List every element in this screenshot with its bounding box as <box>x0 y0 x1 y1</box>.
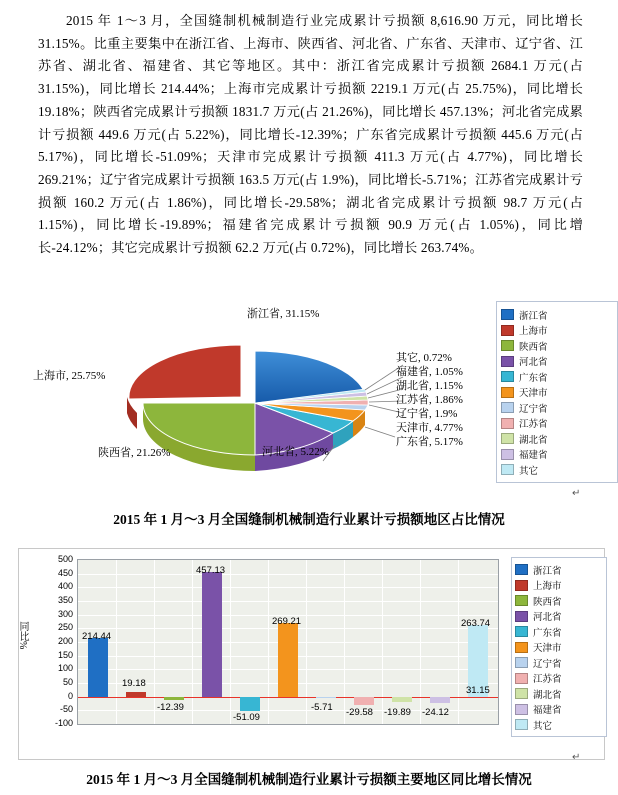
legend-label-hebei: 河北省 <box>519 357 548 368</box>
bar-legend-item-hubei <box>515 687 603 701</box>
pie-label-liaoning: 辽宁省, 1.9% <box>396 408 458 420</box>
bar-legend-label-guangdong: 广东省 <box>533 627 562 639</box>
ytick-450: 450 <box>57 567 73 578</box>
bar-value-fujian: -24.12 <box>422 707 449 718</box>
pie-label-zhejiang: 浙江省, 31.15% <box>247 308 320 320</box>
pie-legend-item-hebei <box>501 354 613 368</box>
legend-swatch-shanghai-bar <box>515 580 528 591</box>
paragraph-mark-1: ↵ <box>572 488 581 499</box>
legend-label-guangdong: 广东省 <box>519 372 548 384</box>
pie-label-hubei: 湖北省, 1.15% <box>396 380 463 392</box>
bar-legend-label-fujian: 福建省 <box>533 705 562 716</box>
ytick-250: 250 <box>57 622 73 633</box>
bar-value-other: 263.74 <box>461 618 491 629</box>
bar-fujian <box>430 697 450 704</box>
bar-legend-item-tianjin <box>515 640 603 654</box>
bar-annotation-31-15: 31.15 <box>466 685 490 696</box>
legend-label-hubei: 湖北省 <box>519 434 548 446</box>
pie-legend-item-hubei <box>501 432 613 446</box>
paragraph-text: 2015 年 1～3 月，全国缝制机械制造行业完成累计亏损额 8,616.90 万元，同比增长 31.15%。比重主要集中在浙江省、上海市、陕西省、河北省、广东省、天津市、辽宁省、江苏省、湖北省、福建省、其它等地区。其中：浙江省完成累计亏损额 2684.1 万元(占 31.15%)，同比增长 214.44%；上海市完成累计亏损额 2219.1 万元(占 25.75%)，同比增长 19.18%；陕西省完成累计亏损额 1831.7 万元(占 21.26%)，同比增长 457.13%；河北省完成累计亏损额 449.6 万元(占 5.22%)，同比增长-12.39%；广东省完成累计亏损额 445.6 万元(占 5.17%)，同比增长-51.09%；天津市完成累计亏损额 411.3 万元(占 4.77%)，同比增长 269.21%；辽宁省完成累计亏损额 163.5 万元(占 1.9%)，同比增长-5.71%；江苏省完成累计亏损额 160.2 万元(占 1.86%)，同比增长-29.58%；湖北省完成累计亏损额 98.7 万元(占 1.15%)，同比增长-19.89%；福建省完成累计亏损额 90.9 万元(占 1.05%)，同比增长-24.12%；其它完成累计亏损额 62.2 万元(占 0.72%)，同比增长 263.74%。 <box>38 13 583 256</box>
bar-legend-label-tianjin: 天津市 <box>533 643 562 654</box>
legend-swatch-fujian-bar <box>515 704 528 715</box>
legend-label-tianjin: 天津市 <box>519 388 548 399</box>
bar-hubei <box>392 697 412 702</box>
bar-legend-item-fujian <box>515 702 603 716</box>
legend-label-liaoning: 辽宁省 <box>519 403 548 415</box>
legend-label-zhejiang: 浙江省 <box>519 310 548 322</box>
ytick-neg50: -50 <box>59 704 73 715</box>
bar-legend-item-other <box>515 718 603 732</box>
pie-legend-item-shanghai <box>501 323 613 337</box>
legend-swatch-guangdong <box>501 371 514 382</box>
pie-legend-item-shaanxi <box>501 339 613 353</box>
bar-legend-item-jiangsu <box>515 671 603 685</box>
bar-chart-plot-area <box>77 559 499 725</box>
ytick-400: 400 <box>57 581 73 592</box>
pie-slice-shanghai <box>129 345 241 399</box>
ytick-150: 150 <box>57 649 73 660</box>
legend-swatch-tianjin <box>501 387 514 398</box>
pie-legend-item-liaoning <box>501 401 613 415</box>
bar-value-jiangsu: -29.58 <box>346 707 373 718</box>
bar-value-hubei: -19.89 <box>384 707 411 718</box>
ytick-500: 500 <box>57 554 73 564</box>
bar-legend-item-shanghai <box>515 578 603 592</box>
bar-legend-item-shaanxi <box>515 594 603 608</box>
legend-swatch-jiangsu-bar <box>515 673 528 684</box>
legend-swatch-liaoning <box>501 402 514 413</box>
bar-hebei <box>202 572 222 697</box>
pie-label-jiangsu: 江苏省, 1.86% <box>396 394 463 406</box>
pie-label-fujian: 福建省, 1.05% <box>396 366 463 378</box>
bar-legend-item-zhejiang <box>515 563 603 577</box>
bar-value-zhejiang: 214.44 <box>82 631 112 642</box>
bar-legend-label-shanghai: 上海市 <box>533 581 562 592</box>
bar-tianjin <box>278 623 298 697</box>
bar-legend <box>511 557 607 737</box>
ytick-300: 300 <box>57 608 73 619</box>
legend-swatch-guangdong-bar <box>515 626 528 637</box>
legend-swatch-hebei <box>501 356 514 367</box>
pie-label-other: 其它, 0.72% <box>396 352 452 364</box>
pie-legend-item-other <box>501 463 613 477</box>
pie-chart <box>10 295 610 495</box>
bar-value-shaanxi: -12.39 <box>157 702 184 713</box>
legend-label-other: 其它 <box>519 465 539 477</box>
pie-legend-item-jiangsu <box>501 416 613 430</box>
bar-legend-label-liaoning: 辽宁省 <box>533 658 562 670</box>
pie-label-shanghai: 上海市, 25.75% <box>33 370 106 382</box>
pie-legend <box>496 301 618 483</box>
ytick-0: 0 <box>67 690 73 701</box>
pie-legend-item-tianjin <box>501 385 613 399</box>
pie-label-guangdong: 广东省, 5.17% <box>396 436 463 448</box>
article-paragraph <box>38 10 583 260</box>
bar-legend-item-guangdong <box>515 625 603 639</box>
ytick-50: 50 <box>62 676 73 687</box>
ytick-100: 100 <box>57 663 73 674</box>
bar-legend-label-other: 其它 <box>533 720 553 732</box>
legend-label-fujian: 福建省 <box>519 450 548 461</box>
legend-swatch-fujian <box>501 449 514 460</box>
bar-value-hebei: 457.13 <box>196 565 226 576</box>
bar-guangdong <box>240 697 260 711</box>
legend-swatch-shaanxi-bar <box>515 595 528 606</box>
bar-value-shanghai: 19.18 <box>122 678 146 689</box>
bar-legend-label-zhejiang: 浙江省 <box>533 565 562 577</box>
bar-value-liaoning: -5.71 <box>311 702 333 713</box>
legend-swatch-other-bar <box>515 719 528 730</box>
pie-label-hebei: 河北省, 5.22% <box>262 446 329 458</box>
bar-legend-label-hebei: 河北省 <box>533 612 562 623</box>
legend-swatch-hubei <box>501 433 514 444</box>
paragraph-mark-2: ↵ <box>572 752 581 763</box>
ytick-350: 350 <box>57 594 73 605</box>
bar-legend-label-hubei: 湖北省 <box>533 689 562 701</box>
bar-shaanxi <box>164 697 184 700</box>
legend-swatch-jiangsu <box>501 418 514 429</box>
bar-legend-label-shaanxi: 陕西省 <box>533 596 562 608</box>
bar-jiangsu <box>354 697 374 705</box>
bar-legend-label-jiangsu: 江苏省 <box>533 674 562 685</box>
bar-liaoning <box>316 697 336 699</box>
pie-chart-caption: 2015 年 1 月～3 月全国缝制机械制造行业累计亏损额地区占比情况 <box>113 512 505 527</box>
bar-chart-caption: 2015 年 1 月～3 月全国缝制机械制造行业累计亏损额主要地区同比增长情况 <box>86 772 532 787</box>
ytick-200: 200 <box>57 635 73 646</box>
bar-shanghai <box>126 692 146 697</box>
legend-swatch-zhejiang-bar <box>515 564 528 575</box>
pie-legend-item-zhejiang <box>501 308 613 322</box>
ytick-neg100: -100 <box>54 717 73 728</box>
bar-chart <box>18 548 605 760</box>
bar-legend-item-hebei <box>515 609 603 623</box>
legend-label-jiangsu: 江苏省 <box>519 419 548 430</box>
legend-swatch-hubei-bar <box>515 688 528 699</box>
pie-label-shaanxi: 陕西省, 21.26% <box>98 447 171 459</box>
pie-label-tianjin: 天津市, 4.77% <box>396 422 463 434</box>
legend-swatch-other <box>501 464 514 475</box>
legend-swatch-hebei-bar <box>515 611 528 622</box>
bar-zhejiang <box>88 638 108 697</box>
legend-swatch-tianjin-bar <box>515 642 528 653</box>
pie-legend-item-guangdong <box>501 370 613 384</box>
bar-value-guangdong: -51.09 <box>233 712 260 723</box>
legend-label-shanghai: 上海市 <box>519 326 548 337</box>
pie-legend-item-fujian <box>501 447 613 461</box>
bar-value-tianjin: 269.21 <box>272 616 302 627</box>
legend-swatch-shanghai <box>501 325 514 336</box>
bar-chart-ylabel: 同比% <box>17 621 28 650</box>
legend-swatch-zhejiang <box>501 309 514 320</box>
legend-label-shaanxi: 陕西省 <box>519 341 548 353</box>
legend-swatch-liaoning-bar <box>515 657 528 668</box>
bar-legend-item-liaoning <box>515 656 603 670</box>
legend-swatch-shaanxi <box>501 340 514 351</box>
